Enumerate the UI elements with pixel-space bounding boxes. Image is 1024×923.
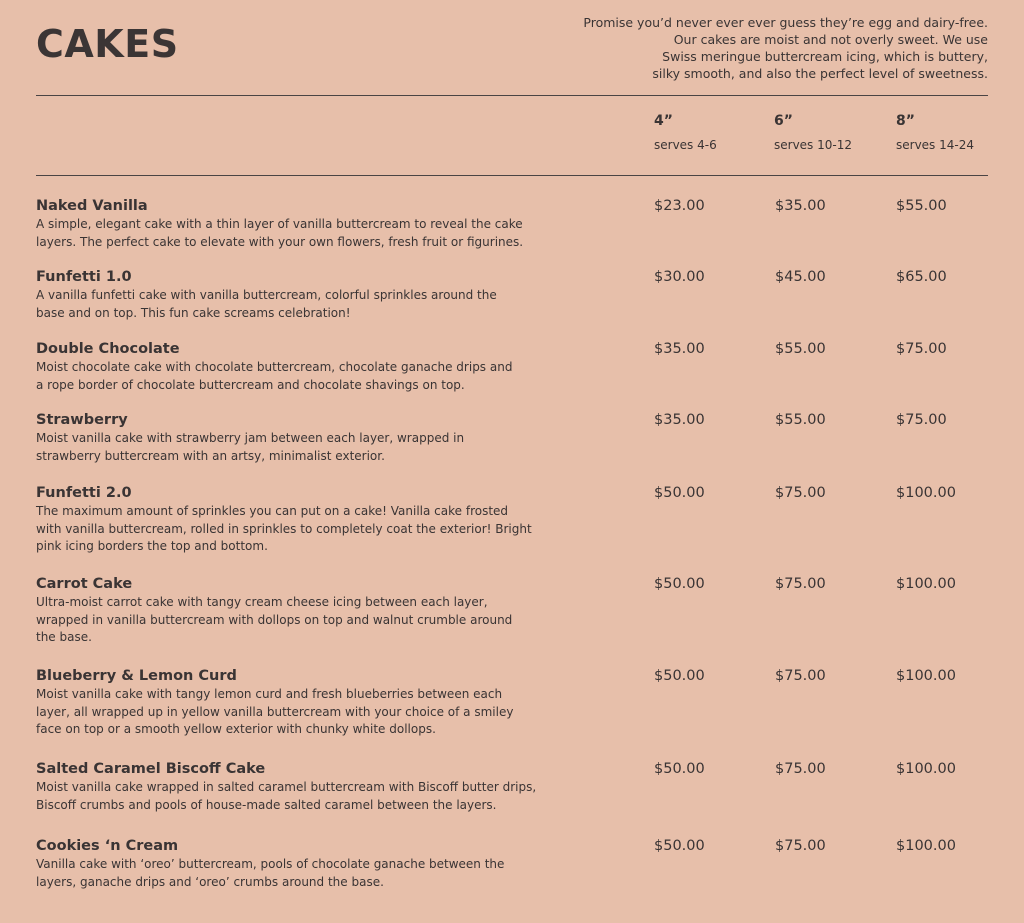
price-4in: $35.00 (654, 341, 705, 357)
cake-item-naked-vanilla (36, 196, 988, 251)
price-8in: $100.00 (896, 838, 956, 854)
price-6in: $55.00 (775, 341, 826, 357)
price-8in: $100.00 (896, 668, 956, 684)
cake-item-blueberry-lemon-curd (36, 666, 988, 739)
price-4in: $23.00 (654, 198, 705, 214)
serves-label: serves 4-6 (654, 138, 717, 152)
price-4in: $50.00 (654, 576, 705, 592)
page-title: CAKES (36, 22, 179, 66)
price-6in: $75.00 (775, 838, 826, 854)
cake-item-salted-caramel-biscoff (36, 759, 988, 814)
cake-description: Vanilla cake with ‘oreo’ buttercream, pools of chocolate ganache between the layers, ganache drips and ‘oreo’ crumbs around the base. (36, 857, 505, 889)
cake-name: Naked Vanilla (36, 198, 148, 214)
cake-name: Cookies ‘n Cream (36, 838, 179, 854)
price-8in: $75.00 (896, 412, 947, 428)
cake-name: Salted Caramel Biscoff Cake (36, 761, 266, 777)
cake-name: Double Chocolate (36, 341, 180, 357)
price-6in: $75.00 (775, 761, 826, 777)
cake-description: Moist vanilla cake with strawberry jam between each layer, wrapped in strawberry buttercream with an artsy, minimalist exterior. (36, 431, 465, 463)
price-8in: $55.00 (896, 198, 947, 214)
price-4in: $50.00 (654, 761, 705, 777)
cake-item-strawberry (36, 410, 988, 465)
cake-description: Ultra-moist carrot cake with tangy cream cheese icing between each layer, wrapped in vanilla buttercream with dollops on top and walnut crumble around the base. (36, 595, 513, 645)
intro-line: Our cakes are moist and not overly sweet. We use (673, 32, 988, 47)
cake-name: Funfetti 2.0 (36, 485, 132, 501)
price-6in: $35.00 (775, 198, 826, 214)
cake-description: A simple, elegant cake with a thin layer of vanilla buttercream to reveal the cake layers. The perfect cake to elevate with your own flowers, fresh fruit or figurines. (36, 217, 524, 249)
cake-name: Strawberry (36, 412, 128, 428)
price-4in: $50.00 (654, 485, 705, 501)
price-6in: $55.00 (775, 412, 826, 428)
cake-item-cookies-n-cream (36, 836, 988, 891)
cake-item-carrot-cake (36, 574, 988, 647)
price-4in: $30.00 (654, 269, 705, 285)
cake-name: Blueberry & Lemon Curd (36, 668, 237, 684)
price-6in: $75.00 (775, 485, 826, 501)
cake-description: Moist chocolate cake with chocolate buttercream, chocolate ganache drips and a rope border of chocolate buttercream and chocolate shavings on top. (36, 360, 513, 392)
price-8in: $75.00 (896, 341, 947, 357)
cake-item-funfetti-2 (36, 483, 988, 556)
size-label: 6” (774, 113, 793, 129)
intro-line: Swiss meringue buttercream icing, which is buttery, (662, 49, 988, 64)
price-8in: $65.00 (896, 269, 947, 285)
size-label: 8” (896, 113, 915, 129)
size-label: 4” (654, 113, 673, 129)
price-4in: $35.00 (654, 412, 705, 428)
serves-label: serves 10-12 (774, 138, 852, 152)
cake-description: Moist vanilla cake with tangy lemon curd and fresh blueberries between each layer, all wrapped up in yellow vanilla buttercream with your choice of a smiley face on top or a smooth yellow exterior with chunky white dollops. (36, 687, 514, 737)
cake-item-double-chocolate (36, 339, 988, 394)
price-8in: $100.00 (896, 485, 956, 501)
serves-label: serves 14-24 (896, 138, 974, 152)
price-8in: $100.00 (896, 761, 956, 777)
intro-line: Promise you’d never ever ever guess they’re egg and dairy-free. (583, 15, 988, 30)
cake-name: Funfetti 1.0 (36, 269, 132, 285)
cake-description: Moist vanilla cake wrapped in salted caramel buttercream with Biscoff butter drips, Biscoff crumbs and pools of house-made salted caramel between the layers. (36, 780, 537, 812)
price-6in: $45.00 (775, 269, 826, 285)
cake-item-funfetti-1 (36, 267, 988, 322)
cake-description: The maximum amount of sprinkles you can put on a cake! Vanilla cake frosted with vanilla buttercream, rolled in sprinkles to completely coat the exterior! Bright pink icing borders the top and bottom. (36, 504, 532, 554)
price-4in: $50.00 (654, 668, 705, 684)
cake-description: A vanilla funfetti cake with vanilla buttercream, colorful sprinkles around the base and on top. This fun cake screams celebration! (36, 288, 497, 320)
intro-line: silky smooth, and also the perfect level of sweetness. (652, 66, 988, 81)
price-4in: $50.00 (654, 838, 705, 854)
price-8in: $100.00 (896, 576, 956, 592)
cake-name: Carrot Cake (36, 576, 133, 592)
price-6in: $75.00 (775, 668, 826, 684)
price-6in: $75.00 (775, 576, 826, 592)
